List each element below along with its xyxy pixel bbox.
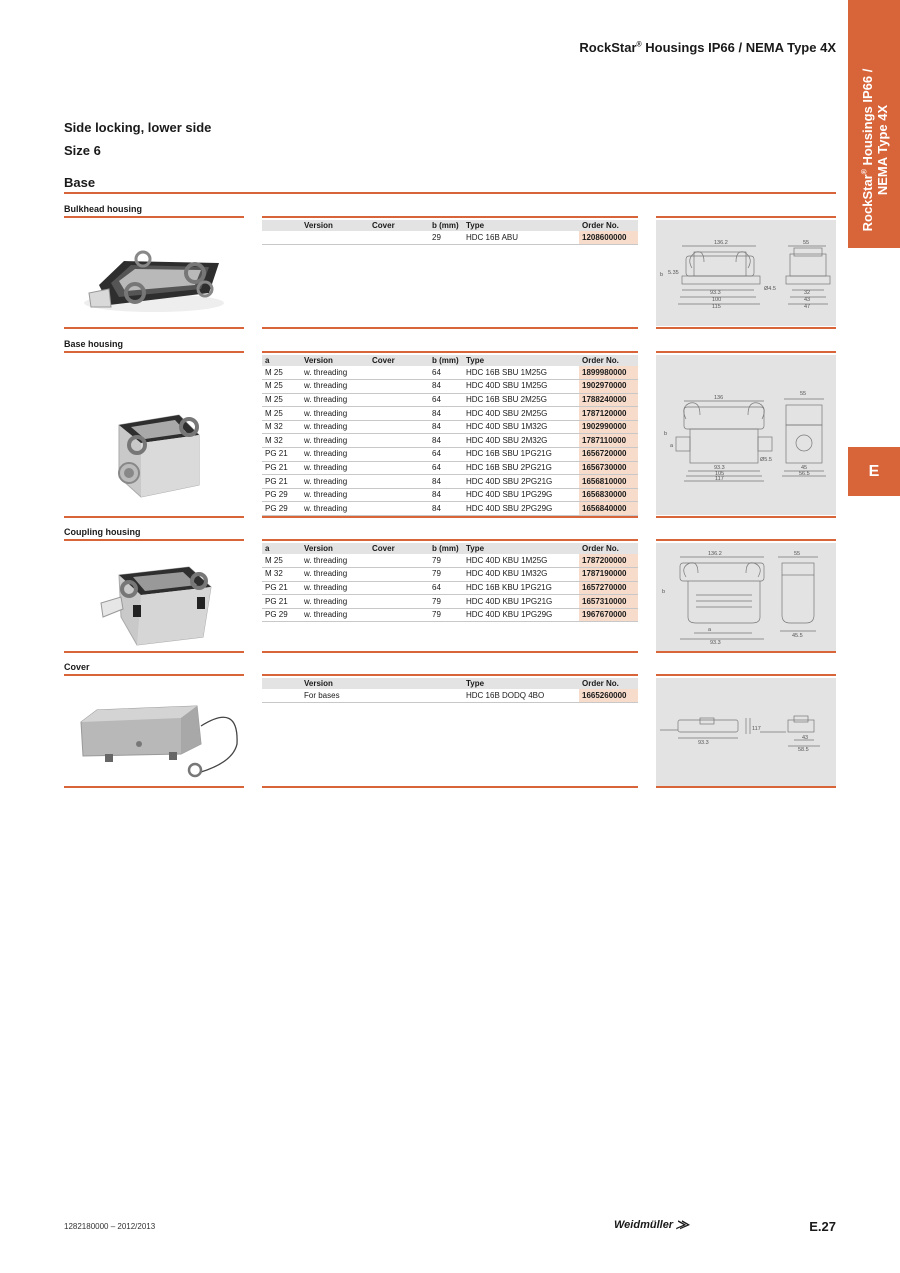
svg-text:115: 115 (712, 304, 721, 310)
cell-a: M 25 (262, 366, 301, 380)
brand-mark-icon: ⨠ (676, 1219, 690, 1231)
cell-type: HDC 16B ABU (463, 231, 579, 245)
bulkhead-dimension-drawing (656, 220, 836, 326)
cell-type: HDC 16B DODQ 4BO (463, 689, 579, 703)
col-header-type: Type (463, 220, 579, 231)
divider (656, 674, 836, 676)
col-header-type: Type (463, 678, 579, 689)
svg-text:136.2: 136.2 (708, 551, 722, 557)
cell-cover (369, 231, 429, 245)
col-header-order: Order No. (579, 543, 638, 554)
cell-version: w. threading (301, 407, 369, 421)
table-row (262, 608, 638, 622)
divider (262, 516, 638, 518)
cover-dimension-drawing (656, 678, 836, 786)
section-title-base: Base (64, 175, 836, 194)
divider (656, 327, 836, 329)
cell-a: M 25 (262, 407, 301, 421)
cell-cover (369, 448, 429, 462)
divider (64, 539, 244, 541)
cell-a: M 32 (262, 434, 301, 448)
cell-b: 84 (429, 420, 463, 434)
cell-type: HDC 40D SBU 1M32G (463, 420, 579, 434)
divider (64, 651, 244, 653)
side-tab-line2: NEMA Type 4X (875, 104, 891, 196)
cell-version: For bases (301, 689, 369, 703)
base-dimension-drawing (656, 355, 836, 515)
subtitle-locking: Side locking, lower side (64, 120, 212, 135)
cell-type: HDC 16B SBU 2PG21G (463, 461, 579, 475)
cell-cover (369, 393, 429, 407)
svg-text:117: 117 (752, 726, 761, 732)
cell-b: 84 (429, 380, 463, 394)
divider (64, 786, 244, 788)
cell-version: w. threading (301, 581, 369, 595)
cell-cover (369, 554, 429, 568)
cell-type: HDC 40D SBU 2PG21G (463, 475, 579, 489)
svg-text:b: b (664, 431, 668, 437)
col-header-order: Order No. (579, 678, 638, 689)
svg-text:45: 45 (801, 465, 808, 471)
cell-b: 64 (429, 461, 463, 475)
cell-order-no: 1657310000 (579, 595, 638, 609)
cell-type: HDC 16B SBU 1PG21G (463, 448, 579, 462)
col-header-type: Type (463, 355, 579, 366)
cell-order-no: 1656720000 (579, 448, 638, 462)
col-header-b (429, 678, 463, 689)
table-row (262, 434, 638, 448)
svg-text:117: 117 (715, 476, 724, 482)
cell-type: HDC 40D KBU 1M32G (463, 568, 579, 582)
svg-text:55: 55 (800, 391, 807, 397)
chapter-letter-tab[interactable]: E (848, 447, 900, 496)
cell-a: PG 21 (262, 475, 301, 489)
table-header-row (262, 220, 638, 231)
cell-order-no: 1902970000 (579, 380, 638, 394)
cell-cover (369, 366, 429, 380)
coupling-dimension-drawing (656, 543, 836, 651)
cell-b: 84 (429, 475, 463, 489)
cell-b: 84 (429, 434, 463, 448)
table-header-row (262, 543, 638, 554)
cell-cover (369, 420, 429, 434)
cell-a: PG 29 (262, 488, 301, 502)
col-header-order: Order No. (579, 220, 638, 231)
table-row (262, 581, 638, 595)
cell-version: w. threading (301, 568, 369, 582)
svg-text:58.5: 58.5 (798, 747, 809, 753)
col-header-order: Order No. (579, 355, 638, 366)
cell-b (429, 689, 463, 703)
cell-type: HDC 40D KBU 1M25G (463, 554, 579, 568)
cell-type: HDC 16B SBU 1M25G (463, 366, 579, 380)
svg-text:47: 47 (804, 304, 811, 310)
col-header-cover: Cover (369, 355, 429, 366)
section-label-cover: Cover (64, 662, 90, 672)
cell-order-no: 1656840000 (579, 502, 638, 516)
cell-version: w. threading (301, 434, 369, 448)
cell-order-no: 1788240000 (579, 393, 638, 407)
svg-text:93.3: 93.3 (710, 640, 721, 646)
col-header-a (262, 220, 301, 231)
cell-type: HDC 40D SBU 2M25G (463, 407, 579, 421)
divider (262, 327, 638, 329)
cell-version: w. threading (301, 393, 369, 407)
table-row (262, 488, 638, 502)
cell-a (262, 231, 301, 245)
cell-cover (369, 488, 429, 502)
cell-a: M 25 (262, 380, 301, 394)
base-housing-photo (64, 355, 244, 515)
section-label-base: Base housing (64, 339, 124, 349)
divider (656, 651, 836, 653)
cell-version: w. threading (301, 420, 369, 434)
cell-order-no: 1657270000 (579, 581, 638, 595)
cell-b: 84 (429, 488, 463, 502)
cell-order-no: 1787120000 (579, 407, 638, 421)
cell-b: 64 (429, 448, 463, 462)
cell-order-no: 1656730000 (579, 461, 638, 475)
col-header-a (262, 678, 301, 689)
cell-order-no: 1656830000 (579, 488, 638, 502)
cell-cover (369, 502, 429, 516)
cell-a: PG 29 (262, 608, 301, 622)
cell-b: 84 (429, 407, 463, 421)
cell-b: 64 (429, 393, 463, 407)
cell-a: PG 29 (262, 502, 301, 516)
svg-text:b: b (660, 272, 664, 278)
col-header-a: a (262, 355, 301, 366)
svg-text:93.3: 93.3 (710, 290, 721, 296)
divider (656, 351, 836, 353)
cell-order-no: 1967670000 (579, 608, 638, 622)
table-row (262, 231, 638, 245)
svg-text:a: a (708, 627, 712, 633)
divider (64, 351, 244, 353)
divider (656, 216, 836, 218)
cell-cover (369, 595, 429, 609)
table-row (262, 502, 638, 516)
coupling-table (262, 543, 638, 622)
table-row (262, 366, 638, 380)
cell-a: M 25 (262, 393, 301, 407)
table-row (262, 475, 638, 489)
section-label-bulkhead: Bulkhead housing (64, 204, 143, 214)
cell-cover (369, 407, 429, 421)
cell-a: PG 21 (262, 581, 301, 595)
table-row (262, 448, 638, 462)
cell-b: 84 (429, 502, 463, 516)
svg-text:93.3: 93.3 (714, 465, 725, 471)
svg-text:Ø4.5: Ø4.5 (764, 286, 776, 292)
cell-version: w. threading (301, 502, 369, 516)
cell-version: w. threading (301, 475, 369, 489)
col-header-version: Version (301, 678, 369, 689)
col-header-b: b (mm) (429, 220, 463, 231)
cell-order-no: 1787200000 (579, 554, 638, 568)
cell-version: w. threading (301, 366, 369, 380)
divider (656, 786, 836, 788)
page-number: E.27 (809, 1219, 836, 1234)
divider (262, 674, 638, 676)
cell-version: w. threading (301, 380, 369, 394)
cell-cover (369, 689, 429, 703)
svg-text:32: 32 (804, 290, 811, 296)
cell-version: w. threading (301, 595, 369, 609)
cell-a (262, 689, 301, 703)
cell-a: M 25 (262, 554, 301, 568)
side-tab-line1: RockStar® Housings IP66 / (860, 68, 876, 232)
cell-type: HDC 40D SBU 1PG29G (463, 488, 579, 502)
table-row (262, 568, 638, 582)
cell-type: HDC 40D SBU 2M32G (463, 434, 579, 448)
svg-text:43: 43 (802, 735, 809, 741)
cell-order-no: 1787190000 (579, 568, 638, 582)
svg-text:56.5: 56.5 (799, 471, 810, 477)
divider (64, 516, 244, 518)
table-header-row (262, 355, 638, 366)
svg-text:55: 55 (803, 240, 810, 246)
coupling-housing-photo (64, 543, 244, 651)
cell-cover (369, 434, 429, 448)
col-header-version: Version (301, 355, 369, 366)
cell-a: PG 21 (262, 461, 301, 475)
cell-version: w. threading (301, 448, 369, 462)
table-row (262, 554, 638, 568)
cell-a: PG 21 (262, 595, 301, 609)
base-table (262, 355, 638, 516)
svg-text:100: 100 (712, 297, 722, 303)
col-header-a: a (262, 543, 301, 554)
cell-version (301, 231, 369, 245)
cell-type: HDC 40D SBU 2PG29G (463, 502, 579, 516)
cell-a: PG 21 (262, 448, 301, 462)
divider (64, 216, 244, 218)
cell-cover (369, 581, 429, 595)
cell-type: HDC 40D KBU 1PG21G (463, 595, 579, 609)
table-row (262, 407, 638, 421)
col-header-cover: Cover (369, 220, 429, 231)
footer-code: 1282180000 – 2012/2013 (64, 1222, 156, 1231)
svg-text:43: 43 (804, 297, 811, 303)
cell-a: M 32 (262, 568, 301, 582)
col-header-cover (369, 678, 429, 689)
cell-version: w. threading (301, 488, 369, 502)
col-header-cover: Cover (369, 543, 429, 554)
cell-order-no: 1899980000 (579, 366, 638, 380)
divider (656, 539, 836, 541)
divider (64, 674, 244, 676)
col-header-type: Type (463, 543, 579, 554)
cell-version: w. threading (301, 554, 369, 568)
svg-text:a: a (670, 443, 674, 449)
divider (262, 539, 638, 541)
cell-b: 64 (429, 581, 463, 595)
chapter-side-tab[interactable] (848, 0, 900, 248)
cell-type: HDC 16B KBU 1PG21G (463, 581, 579, 595)
cell-type: HDC 40D SBU 1M25G (463, 380, 579, 394)
cover-table (262, 678, 638, 703)
svg-text:Ø5.5: Ø5.5 (760, 457, 772, 463)
cell-b: 79 (429, 568, 463, 582)
cell-type: HDC 16B SBU 2M25G (463, 393, 579, 407)
svg-text:93.3: 93.3 (698, 740, 709, 746)
table-row (262, 461, 638, 475)
svg-text:55: 55 (794, 551, 801, 557)
cell-b: 79 (429, 608, 463, 622)
table-row (262, 420, 638, 434)
svg-text:105: 105 (715, 471, 725, 477)
divider (64, 327, 244, 329)
svg-text:136: 136 (714, 395, 724, 401)
col-header-b: b (mm) (429, 355, 463, 366)
col-header-version: Version (301, 543, 369, 554)
subtitle-size: Size 6 (64, 143, 101, 158)
cell-cover (369, 568, 429, 582)
svg-text:b: b (662, 589, 666, 595)
svg-text:5.35: 5.35 (668, 270, 679, 276)
brand-logo: Weidmüller ⨠ (614, 1219, 690, 1231)
bulkhead-table (262, 220, 638, 245)
table-row (262, 689, 638, 703)
divider (262, 651, 638, 653)
cell-cover (369, 461, 429, 475)
running-header: RockStar® Housings IP66 / NEMA Type 4X (579, 40, 836, 55)
svg-text:45.5: 45.5 (792, 633, 803, 639)
cell-b: 29 (429, 231, 463, 245)
cell-order-no: 1656810000 (579, 475, 638, 489)
cell-cover (369, 380, 429, 394)
bulkhead-housing-photo (64, 220, 244, 326)
cell-a: M 32 (262, 420, 301, 434)
cell-cover (369, 608, 429, 622)
cell-version: w. threading (301, 608, 369, 622)
col-header-version: Version (301, 220, 369, 231)
table-row (262, 380, 638, 394)
section-label-coupling: Coupling housing (64, 527, 141, 537)
table-row (262, 595, 638, 609)
cell-order-no: 1787110000 (579, 434, 638, 448)
cell-cover (369, 475, 429, 489)
cell-type: HDC 40D KBU 1PG29G (463, 608, 579, 622)
svg-text:136.2: 136.2 (714, 240, 728, 246)
table-header-row (262, 678, 638, 689)
divider (262, 786, 638, 788)
cell-version: w. threading (301, 461, 369, 475)
cell-b: 64 (429, 366, 463, 380)
cell-b: 79 (429, 595, 463, 609)
divider (262, 351, 638, 353)
table-row (262, 393, 638, 407)
divider (262, 216, 638, 218)
cover-photo (64, 678, 244, 786)
cell-order-no: 1208600000 (579, 231, 638, 245)
col-header-b: b (mm) (429, 543, 463, 554)
cell-order-no: 1665260000 (579, 689, 638, 703)
cell-order-no: 1902990000 (579, 420, 638, 434)
divider (656, 516, 836, 518)
cell-b: 79 (429, 554, 463, 568)
